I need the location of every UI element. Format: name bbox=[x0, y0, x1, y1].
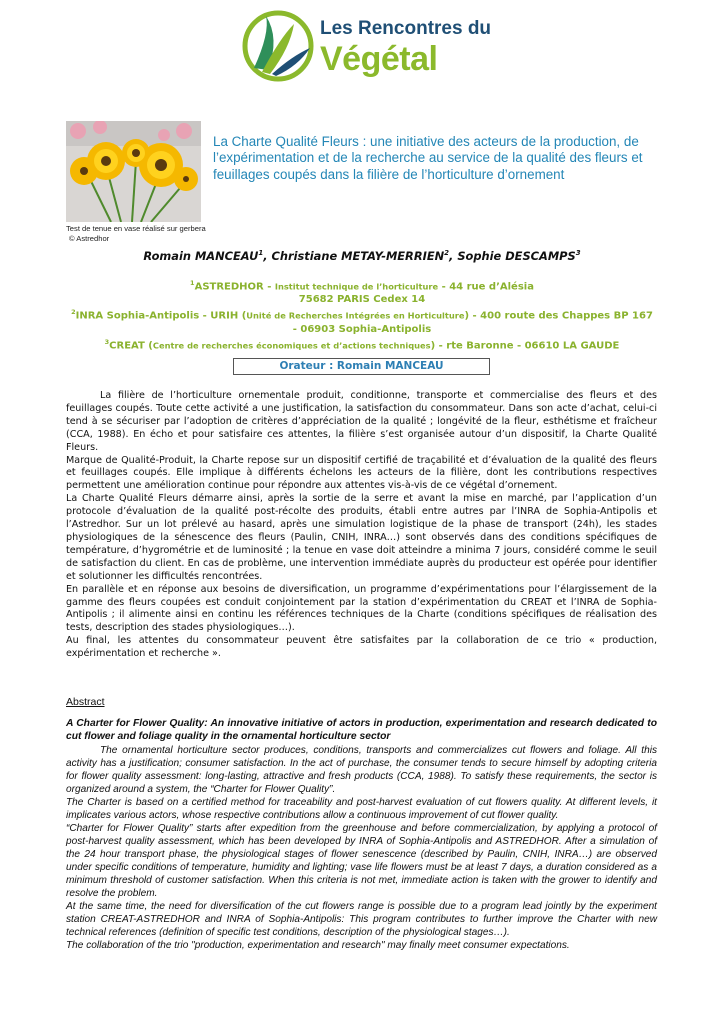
author-sup: 1 bbox=[258, 249, 264, 258]
affiliation-org-detail: Institut technique de l’horticulture bbox=[274, 281, 439, 292]
gerbera-photo bbox=[66, 121, 201, 222]
body-paragraph: En parallèle et en réponse aux besoins de diversification, un programme d’expérimentations pour l’élargissement de la gamme des fleurs coupées est conduit conjointement par la station d’expérimentation du CREAT et l’INRA de Sophia-Antipolis ; il alimente ainsi en continu les références techniques de la Charte (conditions spécifiques de réalisation des tests, description des stades physiologiques…). bbox=[66, 583, 657, 634]
body-text bbox=[66, 390, 657, 661]
affiliation-org-detail: Centre de recherches économiques et d’actions techniques bbox=[152, 339, 431, 350]
logo-text-main: Végétal bbox=[320, 40, 438, 78]
authors-line bbox=[0, 249, 724, 263]
logo-text-top: Les Rencontres du bbox=[320, 18, 492, 39]
body-paragraph: Marque de Qualité-Produit, la Charte repose sur un dispositif certifié de traçabilité et d’évaluation de la qualité des fleurs et feuillages coupés. Elle implique à différents échelons les acteurs de la filière, dont les contributions respectives permettent une amélioration continue pour répondre aux attentes vis-à-vis de ce végétal d’ornement. bbox=[66, 454, 657, 492]
body-paragraph: La filière de l’horticulture ornementale produit, conditionne, transporte et commercialise des fleurs et des feuillages coupés. Toute cette activité a une justification, la satisfaction du consommateur. Dans son acte d’achat, celui-ci tend à se sécuriser par l’adoption de critères d’appréciation de la qualité ; longévité de la fleur, esthétisme et fraîcheur (CCA, 1988). En écho et pour satisfaire ces attentes, la filière s’est organisée autour d’un dispositif, la Charte Qualité Fleurs. bbox=[66, 390, 657, 453]
affiliation-sup: 1 bbox=[190, 279, 195, 287]
abstract-paragraph: At the same time, the need for diversification of the cut flowers range is possible due to a program lead jointly by the experiment station CREAT-ASTREDHOR and INRA of Sophia-Antipolis: This program contributes to further improve the Charter with new technical references (definition of specific test conditions, description of the physiological stages…). bbox=[66, 901, 657, 938]
abstract-body bbox=[66, 744, 657, 952]
plant-logo-icon bbox=[240, 8, 320, 84]
affiliation-org: INRA Sophia-Antipolis - URIH ( bbox=[75, 310, 247, 322]
logo bbox=[240, 8, 492, 84]
author-separator: , bbox=[263, 249, 272, 263]
affiliation-line: - 06903 Sophia-Antipolis bbox=[292, 323, 432, 335]
affiliation-org: CREAT ( bbox=[109, 339, 153, 351]
body-paragraph: Au final, les attentes du consommateur peuvent être satisfaites par la collaboration de ce trio « production, expérimentation et recherche ». bbox=[66, 635, 657, 660]
author-name: Sophie DESCAMPS bbox=[457, 249, 576, 263]
author-sup: 2 bbox=[444, 249, 450, 258]
abstract-paragraph: The collaboration of the trio "production, experimentation and research" may finally meet consumer expectations. bbox=[66, 940, 570, 951]
author-name: Romain MANCEAU bbox=[143, 249, 259, 263]
affiliation-line: 75682 PARIS Cedex 14 bbox=[298, 294, 426, 306]
affiliations bbox=[0, 277, 724, 352]
affiliation-sup: 2 bbox=[71, 308, 76, 317]
author-name: Christiane METAY-MERRIEN bbox=[271, 249, 445, 263]
affiliation-address: - 44 rue d’Alésia bbox=[438, 281, 534, 293]
page-title: La Charte Qualité Fleurs : une initiative des acteurs de la production, de l’expérimentation et de la recherche au service de la qualité des fleurs et feuillages coupés dans la filière de l’horticulture d’ornement bbox=[213, 134, 643, 182]
body-paragraph: La Charte Qualité Fleurs démarre ainsi, après la sortie de la serre et avant la mise en marché, par l’application d’un protocole d’évaluation de la qualité post-récolte des produits, établi entre autres par l’INRA de Sophia-Antipolis et l’Astredhor. Sur un lot prélevé au hasard, après une simulation logistique de la phase de transport (24h), les stades physiologiques de la sénescence des fleurs (Paulin, CNIH, INRA…) sont observés dans des conditions spécifiques de température, d’hygrométrie et de luminosité ; la tenue en vase doit atteindre a minima 7 jours, considéré comme le seuil de satisfaction du client. En cas de problème, une intervention immédiate auprès du producteur est opérée pour identifier et solutionner les difficultés rencontrées. bbox=[66, 493, 657, 582]
speaker-box: Orateur : Romain MANCEAU bbox=[233, 358, 490, 375]
abstract-paragraph: The ornamental horticulture sector produces, conditions, transports and commercializes cut flowers and foliage. All this activity has a justification; consumer satisfaction. In the act of purchase, the consumer tends to secure himself by adopting criteria for flower quality assessment: long-lasting, attractive and fresh products (CCA, 1988). To satisfy these requirements, the sector is organized around a system, the “Charter for Flower Quality”. bbox=[66, 745, 657, 795]
affiliation-sup: 3 bbox=[104, 337, 110, 346]
abstract-heading: Abstract bbox=[66, 696, 105, 708]
affiliation-line bbox=[0, 277, 724, 293]
affiliation-org: ASTREDHOR - bbox=[194, 281, 275, 293]
affiliation-line bbox=[0, 306, 724, 322]
author-separator: , bbox=[449, 249, 458, 263]
author-sup: 3 bbox=[575, 249, 581, 258]
abstract-paragraph: The Charter is based on a certified method for traceability and post-harvest evaluation of cut flowers quality. At different levels, it implicates various actors, whose respective contributions allow a continuous improvement of cut flower quality. bbox=[66, 797, 657, 821]
abstract-title: A Charter for Flower Quality: An innovative initiative of actors in production, experimentation and research dedicated to cut flower and foliage quality in the ornamental horticulture sector bbox=[66, 718, 657, 742]
caption-credit: © Astredhor bbox=[69, 234, 110, 243]
caption-text: Test de tenue en vase réalisé sur gerbera bbox=[66, 224, 206, 233]
affiliation-org-detail: Unité de Recherches Intégrées en Horticulture bbox=[246, 310, 465, 321]
affiliation-address: ) - rte Baronne - 06610 LA GAUDE bbox=[430, 339, 620, 351]
photo-caption bbox=[66, 224, 236, 244]
affiliation-address: ) - 400 route des Chappes BP 167 bbox=[464, 310, 653, 322]
abstract-paragraph: “Charter for Flower Quality” starts after expedition from the greenhouse and before commercialization, by applying a protocol of post-harvest quality assessment, which has been developed by INRA of Sophia-Antipolis and ASTREDHOR. After a simulation of the 24 hour transport phase, the physiological stages of flower senescence (described by Paulin, CNIH, INRA…) are observed under specific conditions of temperature, humidity and lighting; vase life flowers must be at least 7 days, a duration considered as a minimum threshold of customer satisfaction. When this criteria is not met, immediate action is taken with the grower to identify and resolve the problem. bbox=[66, 823, 657, 899]
affiliation-line bbox=[0, 336, 724, 352]
